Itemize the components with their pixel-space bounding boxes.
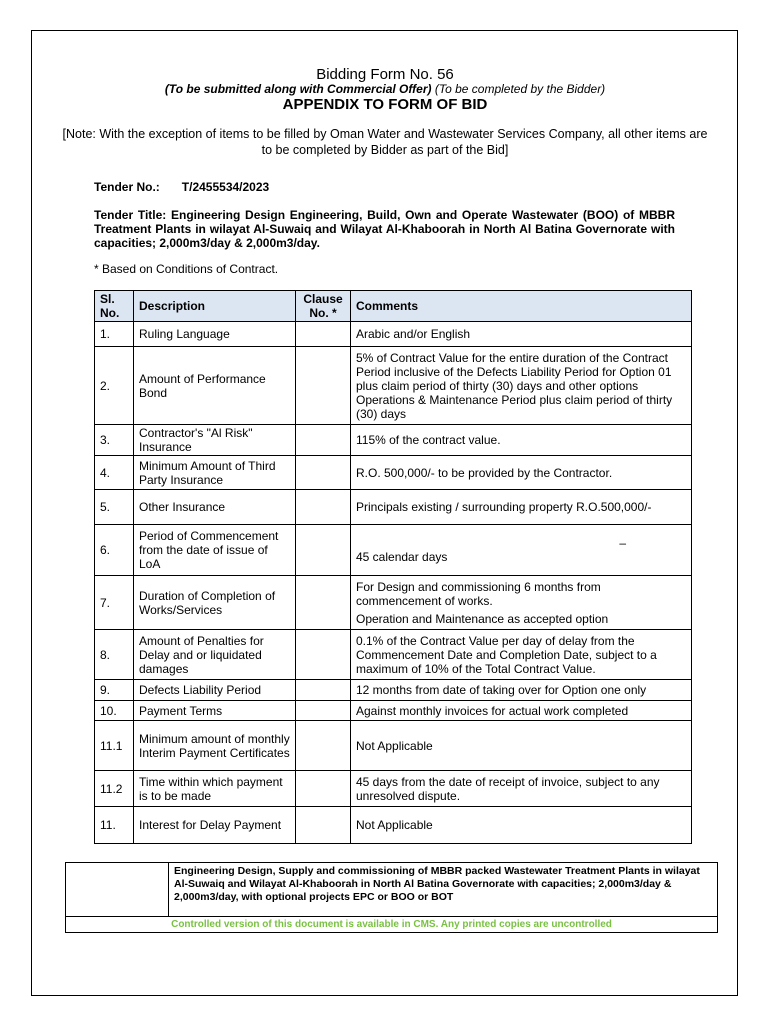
table-row: [95, 771, 692, 807]
form-subtitle: [60, 82, 710, 96]
table-row: [95, 680, 692, 701]
page-title: APPENDIX TO FORM OF BID: [282, 96, 488, 113]
cell-comments: [351, 425, 692, 456]
cell-description: Amount of Performance Bond: [134, 347, 296, 425]
comment-text: For Design and commissioning 6 months from commencement of works.: [356, 579, 601, 608]
cell-clause: [296, 701, 351, 721]
cell-clause: [296, 322, 351, 347]
table-row: [95, 630, 692, 680]
header-clause: Clause No. *: [296, 291, 351, 322]
cell-comments: [351, 721, 692, 771]
note: [Note: With the exception of items to be filled by Oman Water and Wastewater Services Company, all other items are to be completed by Bidder as part of the Bid]: [62, 127, 708, 157]
table-row: [95, 576, 692, 630]
footer-table: [65, 862, 718, 933]
comment-text-2: Operation and Maintenance as accepted option: [356, 611, 609, 626]
comment-text: Arabic and/or English: [356, 327, 471, 341]
table-row: [95, 721, 692, 771]
cell-sl: 11.2: [95, 771, 134, 807]
form-number: Bidding Form No. 56: [316, 66, 454, 83]
cell-sl: 1.: [95, 322, 134, 347]
comment-text: 45 calendar days: [356, 550, 448, 564]
cell-sl: 10.: [95, 701, 134, 721]
cell-sl: 7.: [95, 576, 134, 630]
cell-description: Contractor's "Al Risk" Insurance: [134, 425, 296, 456]
cell-sl: 6.: [95, 525, 134, 576]
controlled-notice: Controlled version of this document is available in CMS. Any printed copies are uncontrolled: [66, 917, 718, 933]
footer-logo-cell: [66, 863, 169, 917]
tender-number-label: Tender No.:: [94, 180, 160, 194]
header-description: Description: [134, 291, 296, 322]
table-row: [95, 322, 692, 347]
comment-text: Against monthly invoices for actual work completed: [356, 703, 629, 718]
comment-text: 12 months from date of taking over for Option one only: [356, 683, 647, 697]
comment-text: R.O. 500,000/- to be provided by the Contractor.: [356, 465, 613, 480]
cell-clause: [296, 525, 351, 576]
cell-comments: [351, 347, 692, 425]
cell-description: Minimum amount of monthly Interim Payment Certificates: [134, 721, 296, 771]
comment-text: 115% of the contract value.: [356, 433, 501, 447]
cell-sl: 11.1: [95, 721, 134, 771]
based-on-note: * Based on Conditions of Contract.: [94, 262, 279, 276]
submit-note: (To be submitted along with Commercial Offer): [164, 82, 432, 96]
cell-comments: [351, 807, 692, 844]
header-sl: Sl. No.: [95, 291, 134, 322]
cell-comments: [351, 771, 692, 807]
cell-description: Defects Liability Period: [134, 680, 296, 701]
comment-text: Not Applicable: [356, 818, 433, 832]
table-row: [95, 425, 692, 456]
cell-description: Duration of Completion of Works/Services: [134, 576, 296, 630]
cell-sl: 4.: [95, 456, 134, 490]
cell-comments: [351, 630, 692, 680]
table-row: [95, 525, 692, 576]
cell-clause: [296, 680, 351, 701]
table-row: [95, 347, 692, 425]
cell-clause: [296, 347, 351, 425]
cell-comments: [351, 456, 692, 490]
cell-description: Payment Terms: [134, 701, 296, 721]
comment-text: 45 days from the date of receipt of invoice, subject to any unresolved dispute.: [356, 774, 660, 803]
cell-clause: [296, 576, 351, 630]
cell-comments: [351, 525, 692, 576]
cell-description: Time within which payment is to be made: [134, 771, 296, 807]
table-row: [95, 490, 692, 525]
footer-project: Engineering Design, Supply and commissioning of MBBR packed Wastewater Treatment Plants in wilayat Al-Suwaiq and Wilayat Al-Khaboorah in North Al Batina Governorate with capacities; 2,000m3/day & 2,000m3/day, with optional projects EPC or BOO or BOT: [169, 863, 718, 917]
cell-comments: [351, 322, 692, 347]
cell-clause: [296, 630, 351, 680]
cell-description: Minimum Amount of Third Party Insurance: [134, 456, 296, 490]
cell-description: Amount of Penalties for Delay and or liquidated damages: [134, 630, 296, 680]
cell-description: Period of Commencement from the date of issue of LoA: [134, 525, 296, 576]
comment-text: Principals existing / surrounding property R.O.500,000/-: [356, 500, 652, 514]
cell-sl: 9.: [95, 680, 134, 701]
cell-sl: 5.: [95, 490, 134, 525]
comment-text: Not Applicable: [356, 738, 433, 753]
cell-comments: [351, 701, 692, 721]
cell-sl: 8.: [95, 630, 134, 680]
cell-description: Ruling Language: [134, 322, 296, 347]
cell-description: Other Insurance: [134, 490, 296, 525]
cell-sl: 2.: [95, 347, 134, 425]
cell-description: Interest for Delay Payment: [134, 807, 296, 844]
cell-sl: 11.: [95, 807, 134, 844]
comment-text: 5% of Contract Value for the entire duration of the Contract Period inclusive of the Defects Liability Period for Option 01 plus claim period of thirty (30) days and other options Operations & Maintenance Period plus claim period of thirty (30) days: [356, 350, 673, 421]
cell-clause: [296, 425, 351, 456]
tender-number-value: T/2455534/2023: [181, 180, 270, 194]
cell-clause: [296, 456, 351, 490]
dash-mark: –: [619, 536, 626, 550]
complete-note: (To be completed by the Bidder): [434, 82, 606, 96]
header-comments: Comments: [351, 291, 692, 322]
cell-sl: 3.: [95, 425, 134, 456]
table-header: [95, 291, 692, 322]
cell-clause: [296, 807, 351, 844]
table-row: [95, 701, 692, 721]
table-row: [95, 807, 692, 844]
appendix-table: [94, 290, 692, 844]
cell-comments: [351, 490, 692, 525]
cell-clause: [296, 490, 351, 525]
tender-title: Tender Title: Engineering Design Engineering, Build, Own and Operate Wastewater (BOO) of MBBR Treatment Plants in wilayat Al-Suwaiq and Wilayat Al-Khaboorah in North Al Batina Governorate with capacities; 2,000m3/day & 2,000m3/day.: [94, 208, 675, 250]
tender-number: [94, 180, 269, 194]
cell-comments: [351, 576, 692, 630]
cell-comments: [351, 680, 692, 701]
cell-clause: [296, 721, 351, 771]
comment-text: 0.1% of the Contract Value per day of delay from the Commencement Date and Completion Date, subject to a maximum of 10% of the Total Contract Value.: [356, 633, 657, 676]
table-row: [95, 456, 692, 490]
cell-clause: [296, 771, 351, 807]
